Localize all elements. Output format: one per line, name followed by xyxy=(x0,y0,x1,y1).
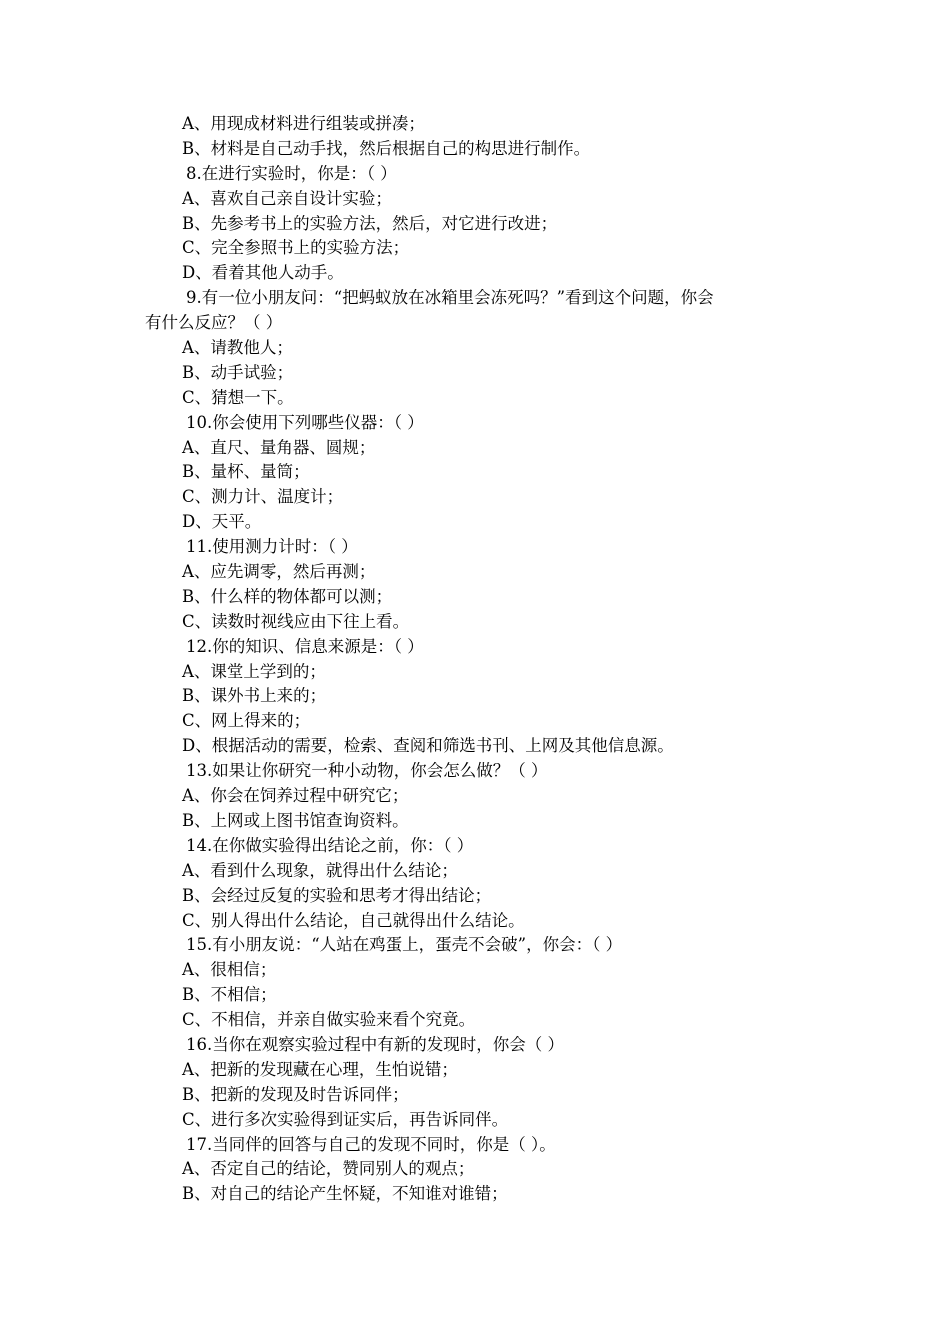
option-line: B、先参考书上的实验方法，然后，对它进行改进； xyxy=(182,213,558,233)
question-continuation-line: 有什么反应？（ ） xyxy=(145,313,283,333)
option-line: B、课外书上来的； xyxy=(182,686,327,706)
option-line: A、喜欢自己亲自设计实验； xyxy=(182,188,392,208)
option-line: A、你会在饲养过程中研究它； xyxy=(182,786,409,806)
option-line: A、请教他人； xyxy=(182,338,293,358)
option-line: B、把新的发现及时告诉同伴； xyxy=(182,1084,409,1104)
option-line: B、什么样的物体都可以测； xyxy=(182,586,393,606)
question-line: 14.在你做实验得出结论之前，你：（ ） xyxy=(186,835,474,855)
option-line: B、会经过反复的实验和思考才得出结论； xyxy=(182,885,492,905)
option-line: A、看到什么现象，就得出什么结论； xyxy=(182,860,458,880)
question-line: 13.如果让你研究一种小动物，你会怎么做？（ ） xyxy=(186,761,548,781)
option-line: C、进行多次实验得到证实后，再告诉同伴。 xyxy=(182,1109,509,1129)
option-line: D、天平。 xyxy=(182,512,262,532)
option-line: B、量杯、量筒； xyxy=(182,462,310,482)
question-line: 17.当同伴的回答与自己的发现不同时，你是（ ）。 xyxy=(186,1134,556,1154)
question-line: 11.使用测力计时：（ ） xyxy=(186,537,358,557)
option-line: B、对自己的结论产生怀疑，不知谁对谁错； xyxy=(182,1184,508,1204)
option-line: A、直尺、量角器、圆规； xyxy=(182,437,376,457)
question-line: 12.你的知识、信息来源是：（ ） xyxy=(186,636,424,656)
option-line: A、否定自己的结论，赞同别人的观点； xyxy=(182,1159,475,1179)
question-line: 15.有小朋友说：“人站在鸡蛋上，蛋壳不会破”，你会：（ ） xyxy=(186,935,623,955)
question-line: 8.在进行实验时，你是：（ ） xyxy=(186,163,397,183)
option-line: A、很相信； xyxy=(182,960,277,980)
option-line: B、材料是自己动手找，然后根据自己的构思进行制作。 xyxy=(182,138,591,158)
option-line: C、别人得出什么结论，自己就得出什么结论。 xyxy=(182,910,525,930)
option-line: A、把新的发现藏在心理，生怕说错； xyxy=(182,1059,458,1079)
option-line: A、应先调零，然后再测； xyxy=(182,562,376,582)
option-line: A、课堂上学到的； xyxy=(182,661,326,681)
question-line: 9.有一位小朋友问：“把蚂蚁放在冰箱里会冻死吗？”看到这个问题，你会 xyxy=(186,288,714,308)
option-line: B、上网或上图书馆查询资料。 xyxy=(182,810,409,830)
option-line: D、看着其他人动手。 xyxy=(182,263,344,283)
option-line: C、测力计、温度计； xyxy=(182,487,344,507)
option-line: C、读数时视线应由下往上看。 xyxy=(182,611,410,631)
option-line: A、用现成材料进行组装或拼凑； xyxy=(182,114,425,133)
document-page xyxy=(0,112,950,1207)
option-line: C、不相信，并亲自做实验来看个究竟。 xyxy=(182,1010,476,1030)
option-line: C、网上得来的； xyxy=(182,711,311,731)
option-line: B、不相信； xyxy=(182,985,277,1005)
option-line: D、根据活动的需要，检索、查阅和筛选书刊、上网及其他信息源。 xyxy=(182,736,674,756)
option-line: B、动手试验； xyxy=(182,362,294,382)
question-line: 10.你会使用下列哪些仪器：（ ） xyxy=(186,412,424,432)
option-line: C、猜想一下。 xyxy=(182,387,294,407)
option-line: C、完全参照书上的实验方法； xyxy=(182,238,410,258)
question-line: 16.当你在观察实验过程中有新的发现时，你会（ ） xyxy=(186,1034,564,1054)
